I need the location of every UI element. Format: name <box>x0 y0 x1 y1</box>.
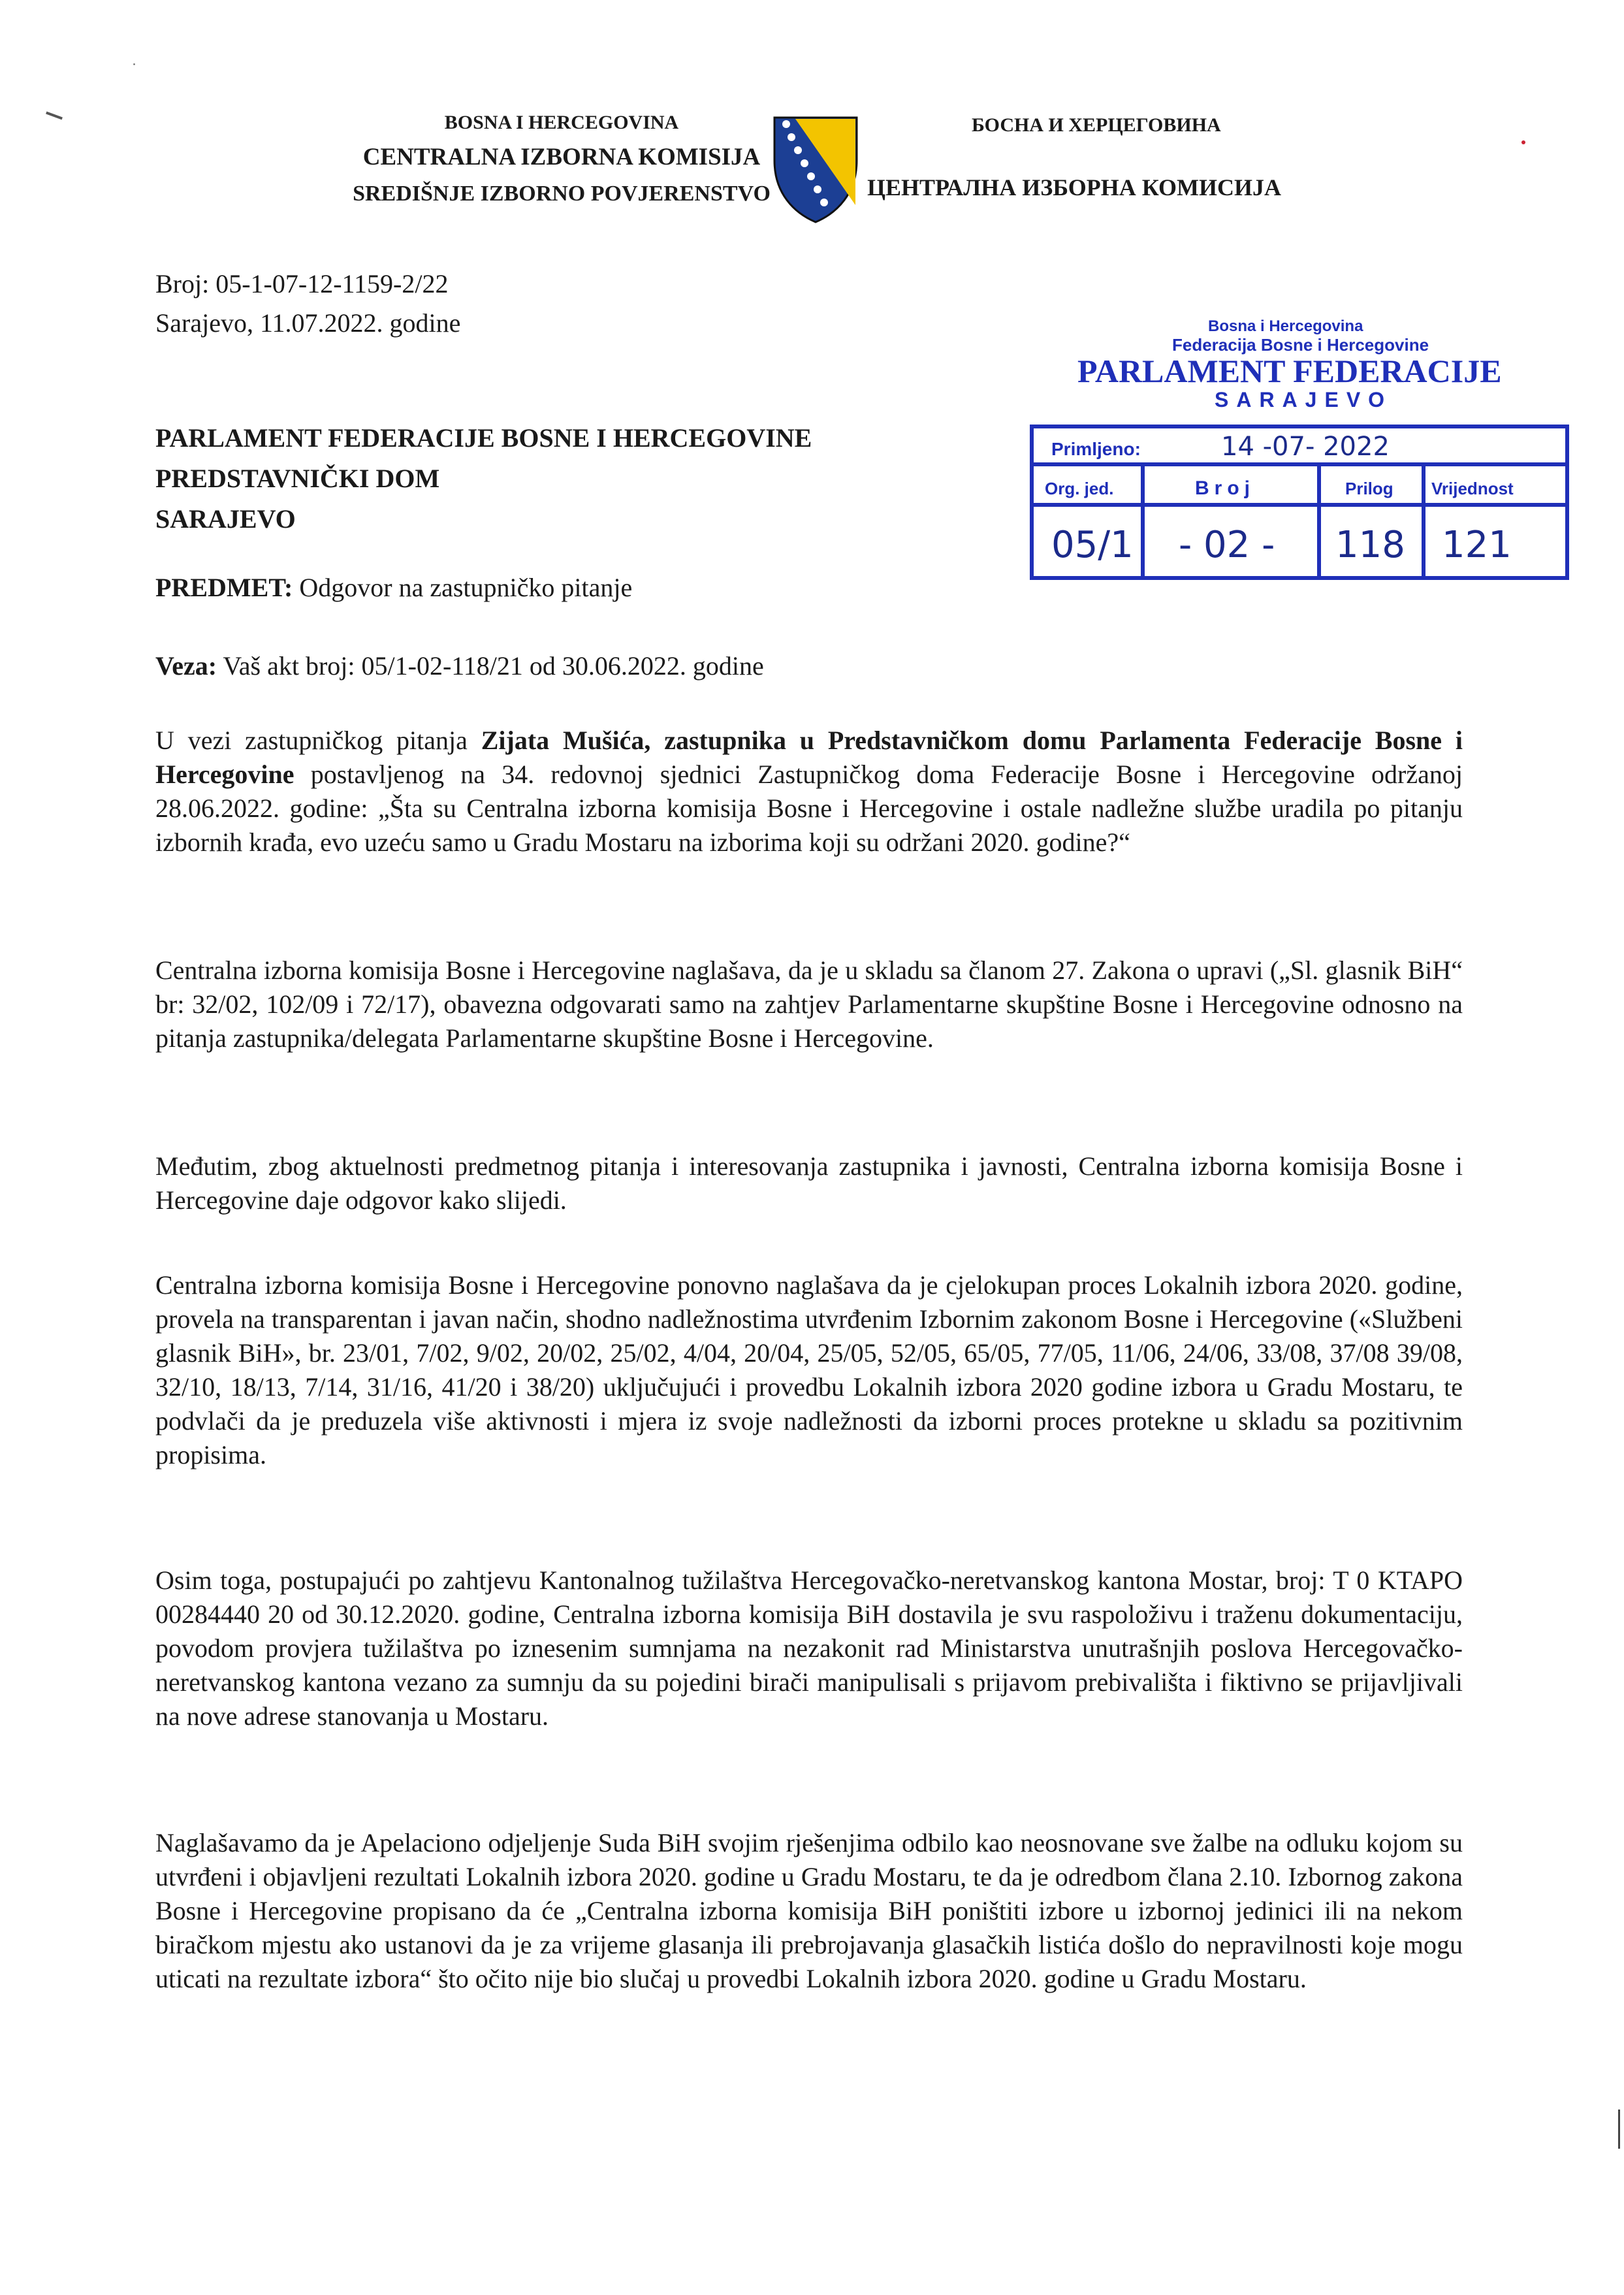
paragraph-court: Naglašavamo da je Apelaciono odjeljenje Suda BiH svojim rješenjima odbilo kao neosnovane sve žalbe na odluku kojom su utvrđeni i objavljeni rezultati Lokalnih izbora 2020. godine u Gradu Mostaru, te da je odredbom člana 2.10. Izbornog zakona Bosne i Hercegovine propisano da će „Centralna izborna komisija BiH poništiti izbore u izbornoj jedinici ili na nekom biračkom mjestu ako ustanovi da je za vrijeme glasanja ili prebrojavanja glasačkih listića došlo do nepravilnosti koje mogu uticati na rezultate izbora“ što očito nije bio slučaj u provedbi Lokalnih izbora 2020. godine u Gradu Mostaru. <box>155 1828 1463 1993</box>
reference-block <box>155 265 460 343</box>
veza-label: Veza: <box>155 651 217 681</box>
stamp-line-parliament: PARLAMENT FEDERACIJE <box>1077 353 1502 389</box>
stamp-line-country: Bosna i Hercegovina <box>1208 317 1363 335</box>
stamp-received-label: Primljeno: <box>1051 439 1141 459</box>
stamp-received-date: 14 -07- 2022 <box>1221 432 1390 462</box>
addressee-city: SARAJEVO <box>155 504 296 534</box>
stamp-value-vrijednost: 121 <box>1442 524 1512 566</box>
paragraph-question <box>155 724 1463 859</box>
stamp-col-org: Org. jed. <box>1045 479 1114 498</box>
scan-mark <box>1521 140 1525 144</box>
subject-label: PREDMET: <box>155 573 293 602</box>
subject-text: Odgovor na zastupničko pitanje <box>293 573 633 602</box>
stamp-value-org: 05/1 <box>1051 524 1134 566</box>
paragraph-question-intro: U vezi zastupničkog pitanja <box>155 726 481 755</box>
letterhead-commission: CENTRALNA IZBORNA KOMISIJA <box>362 144 761 170</box>
paragraph-question-representative: Zijata Mušića, zastupnika u Predstavničkom domu Parlamenta Federacije Bosne i Hercegovine <box>155 726 1463 789</box>
addressee-parliament: PARLAMENT FEDERACIJE BOSNE I HERCEGOVINE <box>155 423 812 453</box>
received-stamp <box>1006 317 1580 591</box>
scan-mark <box>46 112 63 120</box>
paragraph-answer-intro: Međutim, zbog aktuelnosti predmetnog pitanja i interesovanja zastupnika i javnosti, Centralna izborna komisija Bosne i Hercegovine daje odgovor kako slijedi. <box>155 1151 1463 1215</box>
stamp-col-vrijednost: Vrijednost <box>1431 479 1514 498</box>
veza-text: Vaš akt broj: 05/1-02-118/21 od 30.06.2022. godine <box>217 651 764 681</box>
scan-mark <box>1618 2110 1620 2149</box>
reference-number: Broj: 05-1-07-12-1159-2/22 <box>155 269 449 298</box>
reference-link-line <box>155 648 764 684</box>
paragraph-legal-basis: Centralna izborna komisija Bosne i Hercegovine naglašava, da je u skladu sa članom 27. Zakona o upravi („Sl. glasnik BiH“ br: 32/02, 102/09 i 72/17), obavezna odgovarati samo na zahtjev Parlamentarne skupštine Bosne i Hercegovine odnosno na pitanja zastupnika/delegata Parlamentarne skupštine Bosne i Hercegovine. <box>155 955 1463 1053</box>
stamp-line-city: SARAJEVO <box>1215 388 1393 411</box>
addressee-house: PREDSTAVNIČKI DOM <box>155 464 440 493</box>
stamp-col-broj: Broj <box>1195 477 1255 499</box>
letterhead-commission-alt: SREDIŠNJE IZBORNO POVJERENSTVO <box>353 182 771 206</box>
paragraph-process: Centralna izborna komisija Bosne i Hercegovine ponovno naglašava da je cjelokupan proces Lokalnih izbora 2020. godine, provela na transparentan i javan način, shodno nadležnostima utvrđenim Izbornim zakonom Bosne i Hercegovine («Službeni glasnik BiH», br. 23/01, 7/02, 9/02, 20/02, 25/02, 4/04, 20/04, 25/05, 52/05, 65/05, 77/05, 11/06, 24/06, 33/08, 37/08 39/08, 32/10, 18/13, 7/14, 31/16, 41/20 i 38/20) uključujući i provedbu Lokalnih izbora 2020 godine izbora u Gradu Mostaru, te podvlači da je preduzela više aktivnosti i mjera iz svoje nadležnosti da izborni proces protekne u skladu sa pozitivnim propisima. <box>155 1270 1463 1469</box>
stamp-value-broj: - 02 - <box>1179 524 1275 566</box>
letterhead-country: BOSNA I HERCEGOVINA <box>444 112 679 133</box>
scan-mark: ˙ <box>131 62 138 78</box>
stamp-line-federation: Federacija Bosne i Hercegovine <box>1172 335 1429 355</box>
paragraph-question-text: postavljenog na 34. redovnoj sjednici Zastupničkog doma Federacije Bosne i Hercegovine održanoj 28.06.2022. godine: „Šta su Centralna izborna komisija Bosne i Hercegovine i ostale nadležne službe uradila po pitanju izbornih krađa, evo uzeću samo u Gradu Mostaru na izborima koji su održani 2020. godine?“ <box>155 760 1463 857</box>
stamp-value-prilog: 118 <box>1335 524 1405 566</box>
letterhead-country-cyrillic: БОСНА И ХЕРЦЕГОВИНА <box>972 114 1221 136</box>
addressee-block <box>155 418 812 539</box>
coat-of-arms-icon <box>772 115 859 225</box>
letterhead-right <box>867 112 1324 204</box>
reference-place-date: Sarajevo, 11.07.2022. godine <box>155 308 461 338</box>
letterhead-left <box>340 110 784 209</box>
subject-line <box>155 570 632 606</box>
letterhead-commission-cyrillic: ЦЕНТРАЛНА ИЗБОРНА КОМИСИЈА <box>867 174 1281 201</box>
stamp-col-prilog: Prilog <box>1345 479 1393 498</box>
paragraph-prosecution: Osim toga, postupajući po zahtjevu Kantonalnog tužilaštva Hercegovačko-neretvanskog kantona Mostar, broj: T 0 KTAPO 00284440 20 od 30.12.2020. godine, Centralna izborna komisija BiH dostavila je svu raspoloživu i traženu dokumentaciju, povodom provjera tužilaštva po iznesenim sumnjama na nezakonit rad Ministarstva unutrašnjih poslova Hercegovačko-neretvanskog kantona vezano za sumnju da su pojedini birači manipulisali s prijavom prebivališta i fiktivno se prijavljivali na nove adrese stanovanja u Mostaru. <box>155 1565 1463 1731</box>
